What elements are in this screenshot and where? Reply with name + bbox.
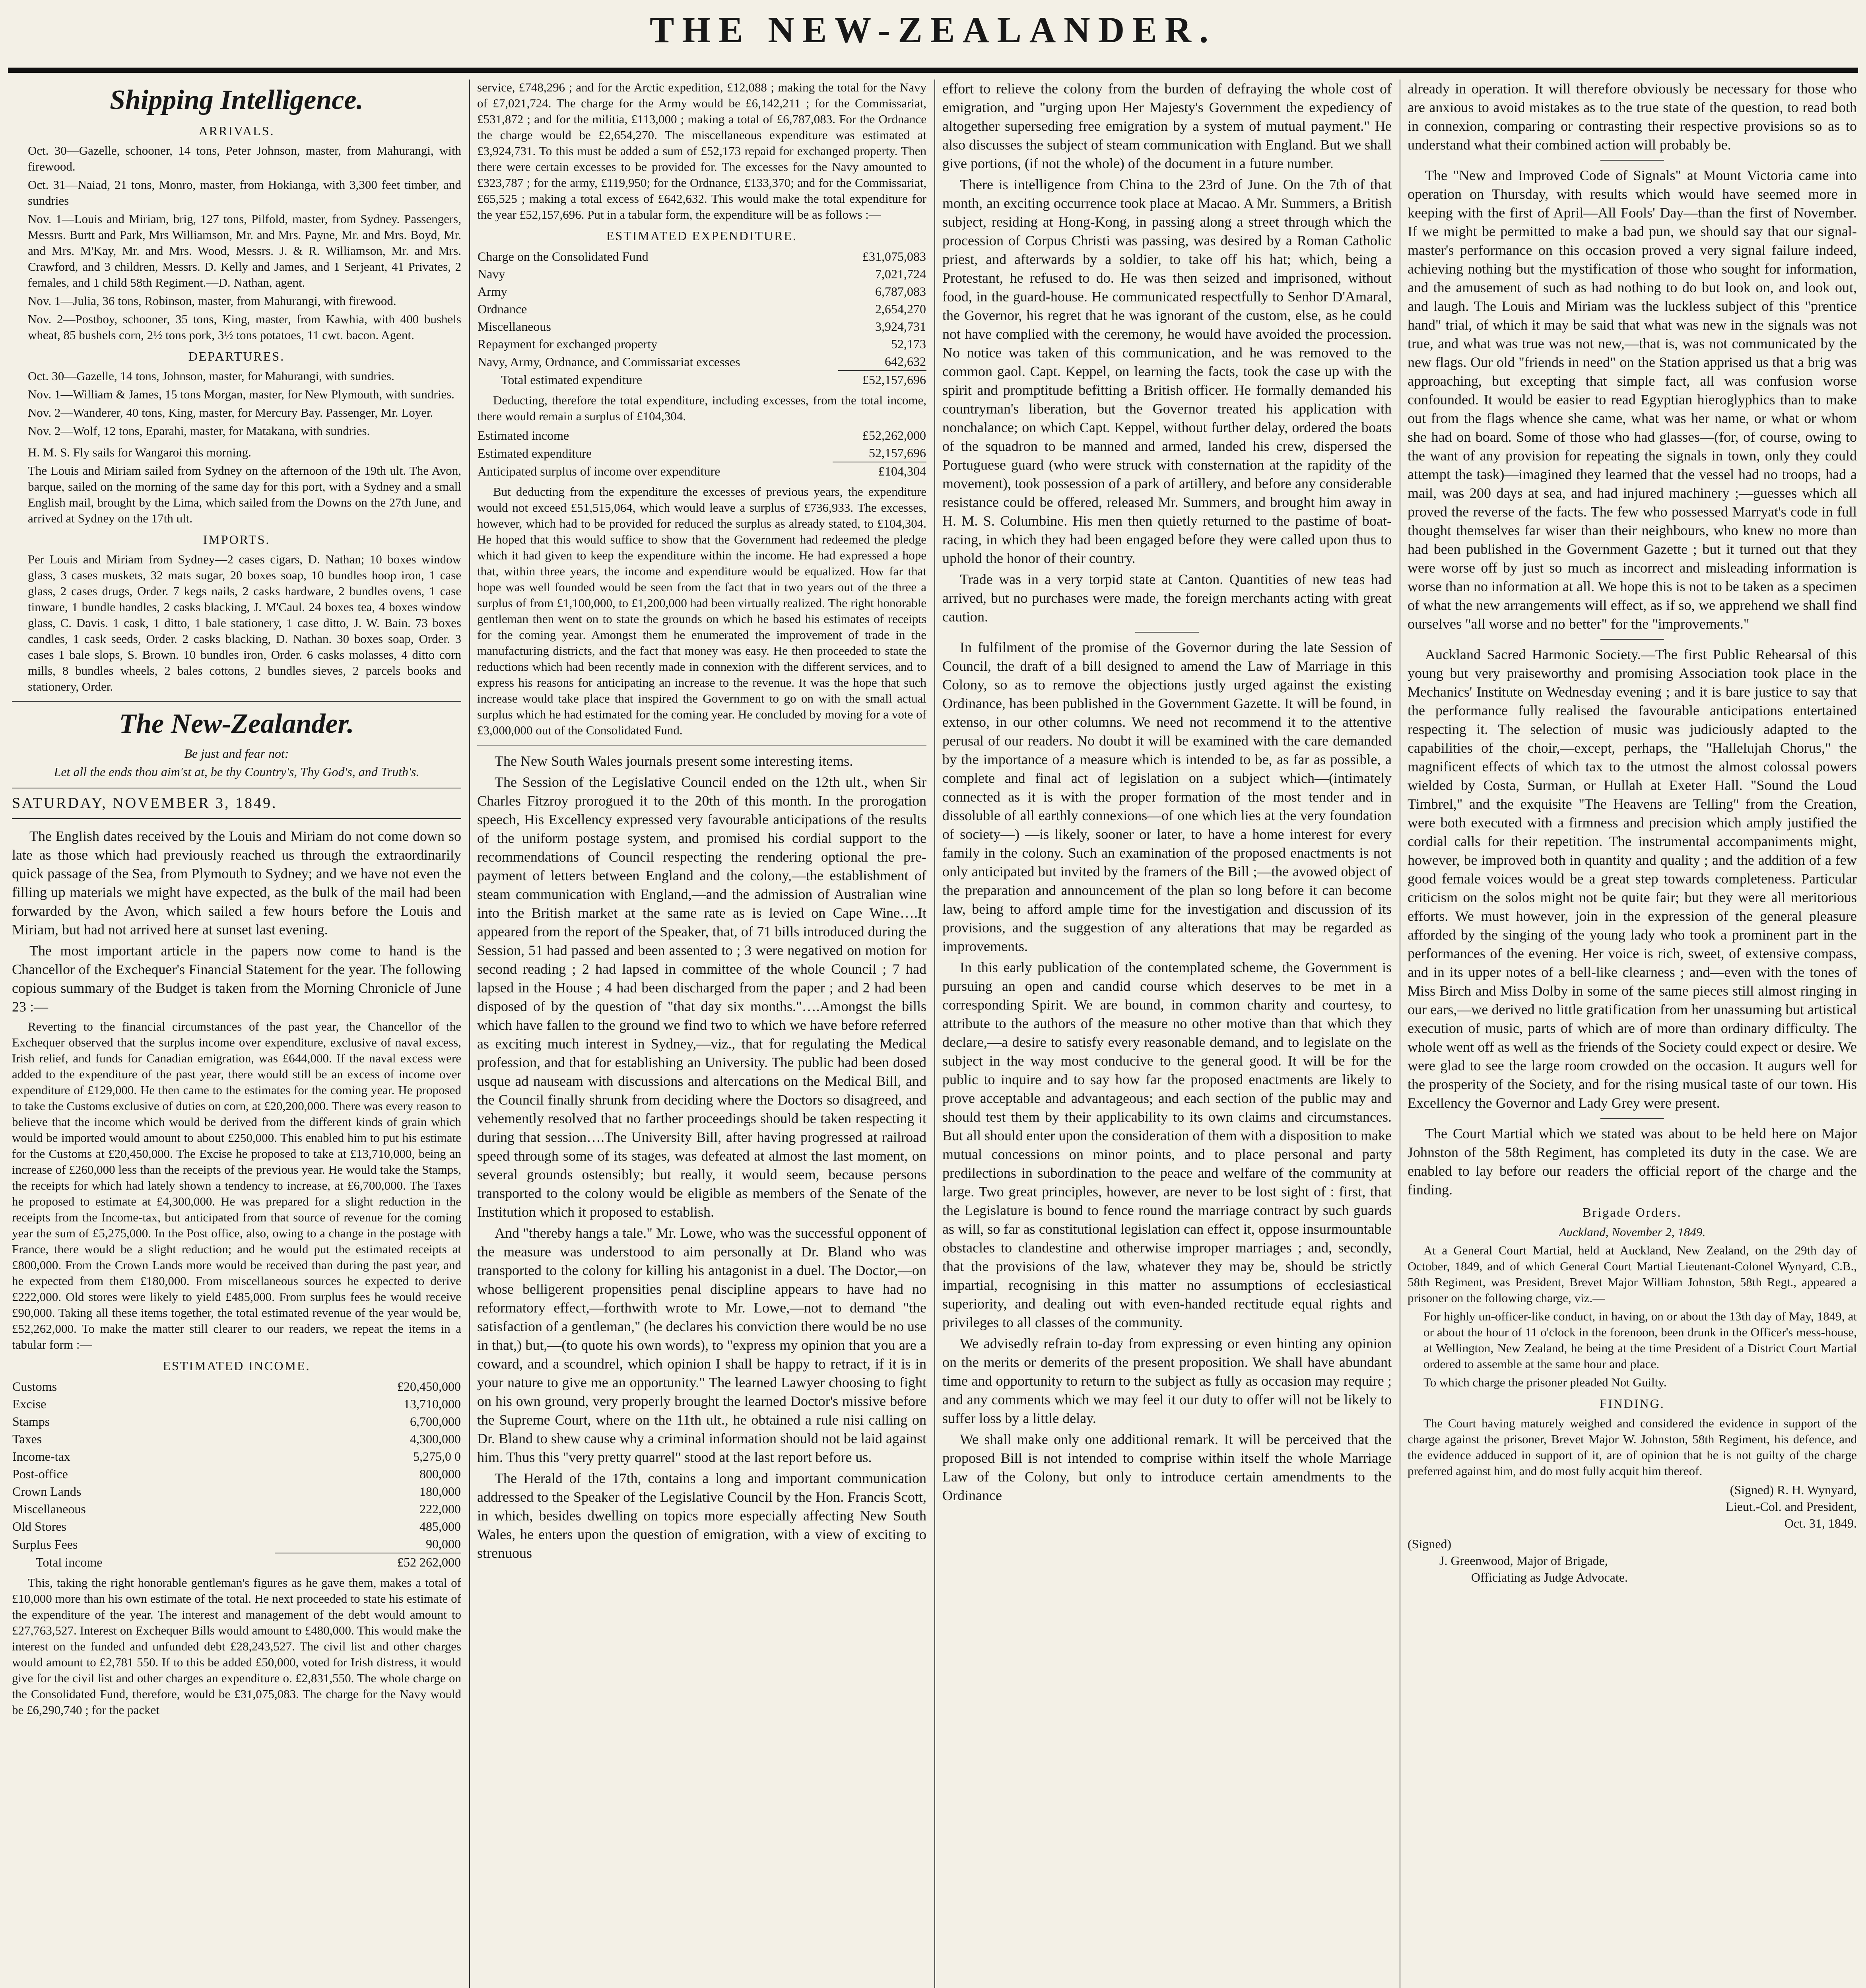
budget-text: But deducting from the expenditure the excesses of previous years, the expenditure would not exceed £51,515,064, which would leave a surplus of £736,933. The excesses, however, which had to be provided for reduced the surplus as already stated, to £104,304. He hoped that this would suffice to show that the Government had redeemed the pledge which it had given to keep the expenditure within the income. He had expressed a hope that, within three years, the income and expenditure would be equalized. How far that hope was well founded would be seen from the fact that in two years out of the three a surplus of from £1,100,000, to £1,200,000 had been virtually realized. The right honorable gentleman then went on to state the grounds on which he based his estimates of receipts for the coming year. Amongst them he enumerated the improvement of trade in the manufacturing districts, and the fact that money was easy. He then proceeded to state the reductions which had been recently made in connexion with the different services, and to express his reasons for anticipating an increase to the revenue. It was the hope that such increase would take place that inspired the Government to go on with the small actual surplus which he had estimated for the coming year. He concluded by moving for a vote of £3,000,000 out of the Consolidated Fund. [477,485,926,737]
surplus-amount: £52,262,000 [862,428,926,443]
article-paragraph: There is intelligence from China to the 23rd of June. On the 7th of that month, an exciting occurrence took place at Macao. A Mr. Summers, a British subject, residing at Hong-Kong, in passing along a street through which the procession of Corpus Christi was passing, was desired by a Roman Catholic priest, and afterwards by a soldier, to take off his hat; which, being a Protestant, he refused to do. He was then seized and imprisoned, without food, in the guard-house. He communicated respectfully to Senhor D'Amaral, the Governor, his regret that he was ignorant of the custom, else, as he could not have complied with the ceremony, he would have avoided the procession. No notice was taken of this communication, and he was removed to the common gaol. Capt. Keppel, on learning the facts, took the case up with the spirit and promptitude befitting a British officer. He formally demanded his countryman's liberation, but the Governor treated his application with nonchalance; on which Capt. Keppel, without further delay, ordered the boats of the squadron to be manned and armed, landed his crew, dispersed the Portuguese guard (who were struck with consternation at the rapidity of the movement), took possession of a park of artillery, and before any considerable resistance could be offered, released Mr. Summers, and brought him away in H. M. S. Columbine. His men then quietly returned to the pastime of boat-racing, in which they had been engaged before they were called upon thus to uphold the honor of their country. [942,177,1392,566]
income-item: Taxes [12,1432,42,1446]
column-2 [477,80,926,1565]
expenditure-item: Navy, Army, Ordnance, and Commissariat excesses [478,354,740,369]
income-amount: 180,000 [419,1484,461,1499]
income-item: Excise [12,1397,47,1411]
editorial-paragraph: The most important article in the papers now come to hand is the Chancellor of the Exchequer's Financial Statement for the year. The following copious summary of the Budget is taken from the Morning Chronicle of June 23 :— [12,943,461,1015]
surplus-item: Estimated expenditure [478,446,592,460]
budget-summary [12,1019,461,1353]
arrival-item: Oct. 31—Naiad, 21 tons, Monro, master, from Hokianga, with 3,300 feet timber, and sundries [28,178,461,208]
income-total-label: Total income [36,1555,103,1569]
article-paragraph: Trade was in a very torpid state at Canton. Quantities of new teas had arrived, but no purchases were made, the foreign merchants acting with great caution. [942,571,1392,625]
income-item: Surplus Fees [12,1537,78,1551]
orders-text: At a General Court Martial, held at Auckland, New Zealand, on the 29th day of October, 1849, and of which General Court Martial Lieutenant-Colonel Wynyard, C.B., 58th Regiment, was President, Brevet Major William Johnston, 58th Regt., appeared a prisoner on the following charge, viz.— [1408,1243,1857,1305]
table-row [477,427,926,444]
expenditure-label: ESTIMATED EXPENDITURE. [606,229,798,243]
column-1 [12,80,461,1720]
finding-text: The Court having maturely weighed and considered the evidence in support of the charge against the prisoner, Brevet Major W. Johnston, 58th Regiment, his defence, and the evidence adduced in support of it, are of opinion that he is not guilty of the charge preferred against him, and do most fully acquit him thereof. [1408,1416,1857,1478]
article-paragraph: We shall make only one additional remark. It will be perceived that the proposed Bill is not intended to comprise within itself the whole Marriage Law of the Colony, but only to introduce certain amendments to the Ordinance [942,1431,1392,1503]
article-paragraph: In this early publication of the contemplated scheme, the Government is pursuing an open and candid course which deserves to be met in a corresponding Spirit. We are bound, in common charity and courtesy, to attribute to the authors of the measure no other motive than that which they declare,—a desire to satisfy every reasonable demand, and to legislate on the subject in the way most conducive to the general good. It will be for the public to inquire and to say how far the proposed enactments are likely to prove acceptable and advantageous; and each section of the public may and should test them by their applicability to its own claims and circumstances. But all should enter upon the consideration of them with a disposition to make mutual concessions on minor points, and to place personal and party predilections in subordination to the peace and welfare of the community at large. Two great principles, however, are never to be lost sight of : first, that the Legislature is bound to fence round the marriage contract by such guards as will, so far as constitutional legislation can effect it, oppose insurmountable obstacles to clandestine and otherwise improper marriages ; and, secondly, that the provisions of the law, whatever they may be, should be strictly impartial, recognising in this matter no assumptions of ecclesiastical superiority, and dealing out with even-handed rectitude equal rights and privileges to all classes of the community. [942,959,1392,1330]
budget-text: Reverting to the financial circumstances of the past year, the Chancellor of the Exchequer observed that the surplus income over expenditure, exclusive of naval excess, Irish relief, and funds for Canadian emigration, was £644,000. If the naval excess were added to the expenditure of the past year, there would still be an excess of income over expenditure of £129,000. He then came to the estimates for the coming year. He proposed to take the Customs exclusive of duties on corn, at £20,200,000. There was every reason to believe that the income which would be derived from the different kinds of grain which would be imported would amount to about £250,000. This enabled him to put his estimate for the Customs at £20,450,000. The Excise he proposed to take at £13,710,000, being an increase of £260,000 less than the receipts of the previous year. He would take the Stamps, the receipts for which had lately shown a tendency to increase, at £6,700,000. The Taxes he proposed to estimate at £4,300,000. He was prepared for a slight reduction in the receipts from the Income-tax, but anticipated from that source of revenue for the coming year the sum of £5,275,000. In the Post office, also, owing to a change in the postage with France, there would be a slight reduction; and he would put the estimated receipts at £800,000. From the Crown Lands more would be received than during the past year, and he expected from them £180,000. From miscellaneous sources he expected to derive £222,000. Old stores were likely to yield £485,000. From surplus fees he would receive £90,000. Taking all these items together, the total estimated revenue of the year would be, £52,262,000. To make the matter still clearer to our readers, we repeat the items in a tabular form :— [12,1019,461,1351]
column-divider [934,80,935,1988]
income-item: Stamps [12,1414,50,1429]
masthead [0,0,1866,60]
expenditure-item: Miscellaneous [478,319,551,334]
departures-list [12,368,461,439]
expenditure-item: Navy [478,267,505,281]
brigade-orders-label: Brigade Orders. [1583,1205,1682,1219]
arrivals-label: ARRIVALS. [198,124,275,138]
section-rule [12,701,461,702]
departure-item: Oct. 30—Gazelle, 14 tons, Johnson, master, for Mahurangi, with sundries. [28,369,394,383]
income-amount: £20,450,000 [397,1379,461,1394]
budget-text: Deducting, therefore the total expenditure, including excesses, from the total income, there would remain a surplus of £104,304. [477,393,926,423]
article-paragraph: effort to relieve the colony from the burden of defraying the whole cost of emigration, and "urging upon Her Majesty's Government the expediency of altogether superseding free emigration by a system of mutual payment." He also discusses the subject of steam communication with England. But we shall give portions, (if not the whole) of the document in a future number. [942,81,1392,171]
section-rule [477,745,926,746]
income-item: Crown Lands [12,1484,82,1499]
table-row [12,1518,461,1535]
income-item: Post-office [12,1467,68,1481]
income-item: Income-tax [12,1449,70,1464]
table-row [477,283,926,300]
income-amount: 6,700,000 [410,1414,461,1429]
expenditure-table [477,248,926,388]
note-louis: The Louis and Miriam sailed from Sydney on the afternoon of the 19th ult. The Avon, barque, sailed on the morning of the same day for this port, with a Sydney and a small English mail, brought by the Lima, which sailed from the Downs on the 27th June, and arrived at Sydney on the 17th ult. [28,464,461,525]
article-paragraph: already in operation. It will therefore obviously be necessary for those who are anxious to avoid mistakes as to the true state of the question, to read both in connexion, comparing or contrasting their respective provisions so as to understand what their combined action will probably be. [1408,81,1857,153]
motto-line-2: Let all the ends thou aim'st at, be thy Country's, Thy God's, and Truth's. [54,765,419,779]
surplus-table [477,427,926,480]
departure-item: Nov. 2—Wanderer, 40 tons, King, master, for Mercury Bay. Passenger, Mr. Loyer. [28,406,433,419]
surplus-text [477,392,926,424]
section-rule [1600,160,1664,161]
article-paragraph: We advisedly refrain to-day from expressing or even hinting any opinion on the merits or demerits of the present proposition. We shall have abundant time and opportunity to return to the subject as fully as occasion may require ; and any comments which we may feel it our duty to offer will not be likely to suffer loss by a little delay. [942,1336,1392,1426]
table-row [477,462,926,480]
arrival-item: Nov. 1—Louis and Miriam, brig, 127 tons, Pilfold, master, from Sydney. Passengers, Messrs. Burtt and Park, Mrs Williamson, Mr. and Mrs. Payne, Mr. and Mrs. Boyd, Mr. and Mrs. M'Kay, Mr. and Mrs. Wood, Messrs. J. & R. Williamson, Mr. and Mrs. Crawford, and 3 children, Messrs. D. Kelly and James, and 1 Serjeant, 41 Privates, 2 females, and 1 child 58th Regiment.—D. Nathan, agent. [28,212,461,289]
article-paragraph: The Session of the Legislative Council ended on the 12th ult., when Sir Charles Fitzroy prorogued it to the 20th of this month. In the prorogation speech, His Excellency expressed very favourable anticipations of the results of the uniform postage system, and promised his cordial support to the recommendations of Council respecting the rendering optional the pre-payment of letters between England and the colony,—the establishment of steam communication with England,—and the admission of Australian wine into the British market at the same rate as is levied on Cape Wine….It appeared from the report of the Speaker, that, of 71 bills introduced during the Session, 51 had passed and been assented to ; 3 were negatived on motion for second reading ; 2 had lapsed in committee of the whole Council ; 7 had lapsed in the House ; 4 had been discharged from the paper ; and 2 had been disposed of by the question of "that day six months."….Amongst the bills which have fallen to the ground we find two to which we have before referred as exciting much interest in Sydney,—viz., that for regulating the Medical profession, and that for establishing an University. The public had been dosed usque ad nauseam with discussions and altercations on the Medical Bill, and the Council finally shrunk from deciding where the Doctors so disagreed, and vehemently resolved that no farther proceedings should be taken respecting it during that session….The University Bill, after having progressed at railroad speed through some of its stages, was defeated at almost the last moment, on several grounds ostensibly; but really, it would seem, because persons transported to the colony would be eligible as members of the Senate of the Institution which it proposed to establish. [477,774,926,1220]
signature-2 [1408,1536,1857,1586]
departures-label: DEPARTURES. [188,349,285,363]
arrival-item: Nov. 1—Julia, 36 tons, Robinson, master, from Mahurangi, with firewood. [28,294,396,308]
shipping-notes [12,445,461,526]
expenditure-item: Ordnance [478,302,527,316]
table-row [477,335,926,353]
dateline: SATURDAY, NOVEMBER 3, 1849. [12,788,461,819]
signature-line: J. Greenwood, Major of Brigade, [1439,1553,1608,1568]
signature-line: Officiating as Judge Advocate. [1471,1570,1628,1584]
income-item: Customs [12,1379,57,1394]
table-row [12,1413,461,1430]
table-row [12,1483,461,1500]
surplus-label: Anticipated surplus of income over expenditure [478,464,720,478]
income-amount: 800,000 [419,1467,461,1481]
table-row [477,371,926,388]
budget-text: This, taking the right honorable gentleman's figures as he gave them, makes a total of £10,000 more than his own estimate of the total. He next proceeded to state his estimate of the expenditure of the year. The interest and management of the debt would amount to £27,763,527. Interest on Exchequer Bills would amount to £480,000. This would make the interest on the funded and unfunded debt £28,243,527. The civil list and other charges would amount to £2,781 550. If to this be added £50,000, voted for Irish distress, it would give for the civil list and other charges an expenditure o. £2,831,550. The whole charge on the Consolidated Fund, therefore, would be £31,075,083. The charge for the Navy would be £6,290,740 ; for the packet [12,1576,461,1717]
income-amount: 4,300,000 [410,1432,461,1446]
expenditure-item: Repayment for exchanged property [478,337,658,351]
income-amount: 13,710,000 [404,1397,461,1411]
signature-line: Lieut.-Col. and President, [1726,1499,1857,1514]
signature-line: Oct. 31, 1849. [1784,1516,1857,1530]
table-row [477,318,926,335]
departure-item: Nov. 2—Wolf, 12 tons, Eparahi, master, for Matakana, with sundries. [28,424,370,438]
expenditure-amount: 7,021,724 [875,267,926,281]
income-table [12,1378,461,1571]
table-row [12,1378,461,1395]
imports-label: IMPORTS. [203,532,270,547]
surplus-item: Estimated income [478,428,569,443]
surplus-value: £104,304 [833,462,926,480]
table-row [477,248,926,265]
motto-line-1: Be just and fear not: [184,746,289,761]
expenditure-amount: 52,173 [891,337,926,351]
table-row [477,444,926,462]
article-paragraph: The New South Wales journals present some interesting items. [495,753,853,769]
arrivals-list [12,143,461,343]
masthead-title: THE NEW-ZEALANDER. [650,10,1216,50]
income-amount: 90,000 [426,1537,461,1551]
income-amount: 5,275,0 0 [413,1449,461,1464]
article-paragraph: The Herald of the 17th, contains a long and important communication addressed to the Speaker of the Legislative Council by the Hon. Francis Scott, in which, besides dwelling on topics more especially affecting New South Wales, he enters upon the question of emigration, with a view of exciting to strenuous [477,1470,926,1561]
departure-item: Nov. 1—William & James, 15 tons Morgan, master, for New Plymouth, with sundries. [28,387,454,401]
income-amount: 222,000 [419,1502,461,1516]
editorial-heading: The New-Zealander. [119,709,354,739]
income-label: ESTIMATED INCOME. [163,1359,311,1373]
article-paragraph: The "New and Improved Code of Signals" at Mount Victoria came into operation on Thursday, with results which would have seemed more in keeping with the first of April—All Fools' Day—than the first of November. If we might be permitted to make a bad pun, we should say that our signal-master's performance on this occasion proved a very signal failure indeed, achieving nothing but the mystification of those who sought for information, and the amusement of such as had nothing to do but look on, and look out, and laugh. The Louis and Miriam was the luckless subject of this "prentice hand" trial, of which it may be said that what was new in the signals was not true, and what was true was not new,—that is, was not communicated by the new flags. Our old "friends in need" on the Station apprised us that a brig was approaching, but excepting that simple fact, all was confusion worse confounded. It would be easier to read Egyptian hieroglyphics than to make out from the flags whence she came, what was her name, or what or whom she had on board. Some of those who had glasses—(for, of course, owing to the want of any provision for repeating the signals in town, only they could attempt the task)—imagined they learned that the vessel had no troops, had a mail, was 200 days at sea, and had injured machinery ;—guesses which all proved the reverse of the facts. The few who possessed Marryat's code in full thought themselves far wiser than their neighbours, who knew no more than had been published in the Government Gazette ; but it turned out that they were worse off by just so much as incorrect and misleading information is worse than no information at all. We hope this is not to be taken as a specimen of what the new arrangements will effect, as if so, we apprehend we shall find ourselves "all worse and no better" for the "improvements." [1408,167,1857,632]
expenditure-item: Army [478,284,507,299]
budget-expenditure [477,80,926,223]
masthead-rule [8,68,1858,73]
section-rule [1600,1118,1664,1119]
article-paragraph: In fulfilment of the promise of the Governor during the late Session of Council, the draft of a bill designed to amend the Law of Marriage in this Colony, so as to remove the objections justly urged against the existing Ordinance, has been published in the Government Gazette. It will be found, in extenso, in our other columns. We need not recommend it to the attentive perusal of our readers. No doubt it will be examined with the care demanded by the importance of a measure which is intended to be, as far as possible, a complete and final act of legislation on a subject which—(intimately connected as it is with the proper formation of the most tender and in dissoluble of all earthly connexions—of one which lies at the very foundation of society—) —is likely, sooner or later, to have a home interest for every family in the colony. Such an examination of the proposed enactments is not only anticipated but invited by the framers of the Bill ;—the avowed object of the preparation and announcement of the plan so long before it can become law, being to afford ample time for the investigation and discussion of its provisions, and the suggestion of any alterations that may be regarded as improvements. [942,639,1392,954]
table-row [12,1553,461,1571]
table-row [477,300,926,318]
income-item: Old Stores [12,1519,66,1534]
table-row [12,1395,461,1413]
table-row [477,353,926,371]
budget-continued [12,1575,461,1718]
note-fly: H. M. S. Fly sails for Wangaroi this morning. [28,445,251,459]
column-3 [942,80,1392,1507]
budget-text: service, £748,296 ; and for the Arctic expedition, £12,088 ; making the total for the Navy of £7,021,724. The charge for the Army would be £6,142,211 ; for the Commissariat, £531,872 ; and for the militia, £113,000 ; making a total of £6,787,083. For the Ordnance the charge would be £2,654,270. The miscellaneous expenditure was estimated at £3,924,731. To this must be added a sum of £52,173 repaid for exchanged property. Then there were certain excesses to be provided for. The excesses for the Navy amounted to £323,787 ; for the army, £119,950; for the Ordnance, £133,370; and for the Commissariat, £65,525 ; making a total excess of £642,632. This would make the total expenditure for the year £52,157,696. Put in a tabular form, the expenditure will be as follows :— [477,80,926,221]
shipping-heading: Shipping Intelligence. [110,85,363,115]
section-rule [1600,639,1664,640]
table-row [12,1465,461,1483]
table-row [477,265,926,283]
budget-conclusion [477,484,926,738]
article-paragraph: The Court Martial which we stated was about to be held here on Major Johnston of the 58th Regiment, has completed its duty in the case. We are enabled to lay before our readers the official report of the charge and the finding. [1408,1126,1857,1198]
table-row [12,1430,461,1448]
signature-line: (Signed) R. H. Wynyard, [1730,1483,1857,1497]
expenditure-total: £52,157,696 [838,371,926,388]
imports-block [12,551,461,695]
income-amount: 485,000 [419,1519,461,1534]
orders-plea: To which charge the prisoner pleaded Not Guilty. [1423,1375,1667,1389]
expenditure-amount: 2,654,270 [875,302,926,316]
column-4 [1408,80,1857,1586]
article-paragraph: And "thereby hangs a tale." Mr. Lowe, who was the successful opponent of the measure was understood to aim personally at Dr. Bland who was transported to the colony for killing his antagonist in a duel. The Doctor,—on whose belligerent propensities penal discipline appears to have had no reformatory effect,—forthwith wrote to Mr. Lowe,—not to demand "the satisfaction of a gentleman," (he declares his conviction there would be no use in that,) but,—(to quote his own words), to "express my opinion that you are a coward, and a scoundrel, which opinion I shall be happy to retract, if it is in your nature to give me an opportunity." The learned Lawyer choosing to fight on his own ground, very properly brought the learned Doctor's missive before the Supreme Court, where on the 11th ult., he obtained a rule nisi calling on Dr. Bland to shew cause why a criminal information should not be laid against him. Thus this "very pretty quarrel" stood at the last report before us. [477,1225,926,1465]
imports-text: Per Louis and Miriam from Sydney—2 cases cigars, D. Nathan; 10 boxes window glass, 3 cases muskets, 32 mats sugar, 20 boxes soap, 10 bundles hoop iron, 1 case glass, 2 cases drugs, Order. 7 kegs nails, 2 casks hardware, 2 bundles ovens, 1 case tinware, 1 bundle handles, 2 casks blacking, J. M'Caul. 24 boxes tea, 4 boxes window glass, C. Davis. 1 cask, 1 ditto, 1 bale stationery, 1 case ditto, J. W. Bain. 73 boxes candles, 1 cask seeds, Order. 2 casks blacking, D. Nathan. 30 boxes soap, Order. 3 cases 1 bale slops, S. Brown. 10 bundles iron, Order. 6 casks molasses, 4 ditto corn mills, 8 bundles wheels, 2 bales cottons, 2 bundles sieves, 2 parcels books and stationery, Order. [28,552,461,693]
income-item: Miscellaneous [12,1502,86,1516]
table-row [12,1500,461,1518]
expenditure-total-label: Total estimated expenditure [501,372,642,387]
table-row [12,1448,461,1465]
orders-date: Auckland, November 2, 1849. [1559,1225,1706,1239]
expenditure-item: Charge on the Consolidated Fund [478,249,649,264]
arrival-item: Oct. 30—Gazelle, schooner, 14 tons, Peter Johnson, master, from Mahurangi, with firewood. [28,144,461,173]
brigade-orders [1408,1224,1857,1390]
expenditure-amount: 642,632 [885,354,926,369]
column-divider [469,80,470,1988]
signature-1 [1408,1481,1857,1532]
table-row [12,1535,461,1553]
section-rule [1135,632,1199,633]
expenditure-amount: 3,924,731 [875,319,926,334]
finding-label: FINDING. [1600,1396,1665,1411]
article-paragraph: Auckland Sacred Harmonic Society.—The first Public Rehearsal of this young but very praiseworthy and promising Association took place in the Mechanics' Institute on Wednesday evening ; and it is bare justice to say that the performance fully realised the favourable anticipations entertained respecting it. The selection of music was judiciously adapted to the capabilities of the choir,—except, perhaps, the "Hallelujah Chorus," the magnificent effects of which tax to the utmost the almost colossal powers wielded by Costa, Surman, or Hullah at Exeter Hall. "Sound the Loud Timbrel," and the exquisite "The Heavens are Telling" from the Creation, were both executed with a firmness and precision which amply justified the cordial calls for their repetition. The instrumental accompaniments might, however, be improved both in quantity and quality ; and the addition of a few good female voices would be a great step towards completeness. Particular criticism on the solos might not be quite fair; but they were all meritorious efforts. We must however, join in the expression of the general pleasure afforded by the singing of the young lady who took a prominent part in the performances of the evening. Her voice is rich, sweet, of extensive compass, and in its upper notes of a bell-like clearness ; and—even with the tones of Miss Birch and Miss Dolby in some of the same pieces still almost ringing in our ears,—we derived no little gratification from her unassuming but artistical execution of music, parts of which are of more than ordinary difficulty. The whole went off as well as the friends of the Society could expect or desire. We were glad to see the large room crowded on the occasion. It augurs well for the prosperity of the Society, and for the rising musical taste of our town. His Excellency the Governor and Lady Grey were present. [1408,646,1857,1111]
orders-charge: For highly un-officer-like conduct, in having, on or about the 13th day of May, 1849, at or about the hour of 11 o'clock in the forenoon, been drunk in the Officer's mess-house, at Wellington, New Zealand, he being at the time President of a District Court Martial ordered to assemble at the same hour and place. [1423,1309,1857,1371]
signature-line: (Signed) [1408,1537,1452,1551]
surplus-amount: 52,157,696 [869,446,926,460]
finding-block [1408,1415,1857,1479]
arrival-item: Nov. 2—Postboy, schooner, 35 tons, King, master, from Kawhia, with 400 bushels wheat, 85 bushels corn, 2½ tons pork, 3½ tons potatoes, 11 cwt. bacon. Agent. [28,312,461,342]
expenditure-amount: £31,075,083 [862,249,926,264]
income-total: £52 262,000 [275,1553,461,1571]
expenditure-amount: 6,787,083 [875,284,926,299]
editorial-paragraph: The English dates received by the Louis and Miriam do not come down so late as those which had previously reached us through the extraordinarily quick passage of the Sea, from Plymouth to Sydney; and we have not even the filling up materials we might have expected, as the bulk of the mail had been forwarded by the Avon, which sailed a few hours before the Louis and Miriam, but had not arrived here at sunset last evening. [12,828,461,938]
